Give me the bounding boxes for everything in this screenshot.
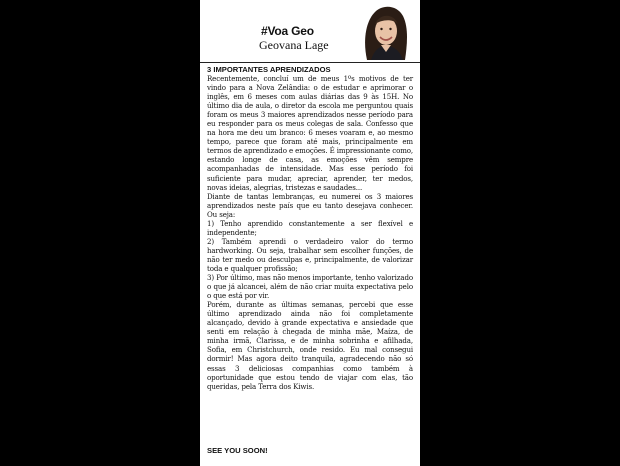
column-hashtag: #Voa Geo xyxy=(261,24,314,38)
column-header xyxy=(200,0,420,63)
article-paragraph: Recentemente, concluí um de meus 1ºs motivos de ter vindo para a Nova Zelândia: o de estudar e aprimorar o inglês, em 6 meses com aulas diárias das 9 às 15H. No último dia de aula, o diretor da escola me perguntou quais foram os meus 3 maiores aprendizados nesse período para eu responder para os meus colegas de sala. Confesso que na hora me deu um branco: 6 meses voaram e, ao mesmo tempo, parece que foram até mais, principalmente em termos de aprendizado e emoções. É impressionante como, estando longe de casa, as emoções vêm sempre acompanhadas de intensidade. Mas esse período foi suficiente para mudar, apreciar, aprender, ter medos, novas ideias, alegrias, tristezas e saudades... xyxy=(207,74,413,192)
author-name: Geovana Lage xyxy=(259,38,329,52)
article-paragraph: 1) Tenho aprendido constantemente a ser flexível e independente; xyxy=(207,218,413,237)
author-photo xyxy=(353,2,415,60)
article-signoff: SEE YOU SOON! xyxy=(207,446,268,455)
article-paragraph: 3) Por último, mas não menos importante, tenho valorizado o que já alcancei, além de não criar muita expectativa pelo o que está por vir. xyxy=(207,273,413,301)
article-title: 3 IMPORTANTES APRENDIZADOS xyxy=(207,65,331,74)
article-paragraph: 2) Também aprendi o verdadeiro valor do termo hardworking. Ou seja, trabalhar sem escolher funções, de não ter medo ou desculpas e, principalmente, de valorizar toda e qualquer profissão; xyxy=(207,236,413,273)
article-paragraph: Porém, durante as últimas semanas, percebi que esse último aprendizado ainda não foi completamente alcançado, devido à grande expectativa e ansiedade que senti em relação à chegada de minha mãe, Maíza, de minha irmã, Clarissa, e de minha sobrinha e afilhada, Sofia, em Christchurch, onde resido. Eu mal consegui dormir! Mas agora deito tranquila, agradecendo não só essas 3 deliciosas companhias como também à oportunidade que estou tendo de viajar com elas, tão queridas, pela Terra dos Kiwis. xyxy=(207,300,413,391)
article-paragraph: Diante de tantas lembranças, eu numerei os 3 maiores aprendizados neste país que eu tanto desejava conhecer. Ou seja: xyxy=(207,191,413,219)
column-page xyxy=(200,0,420,466)
article-body xyxy=(207,65,413,391)
